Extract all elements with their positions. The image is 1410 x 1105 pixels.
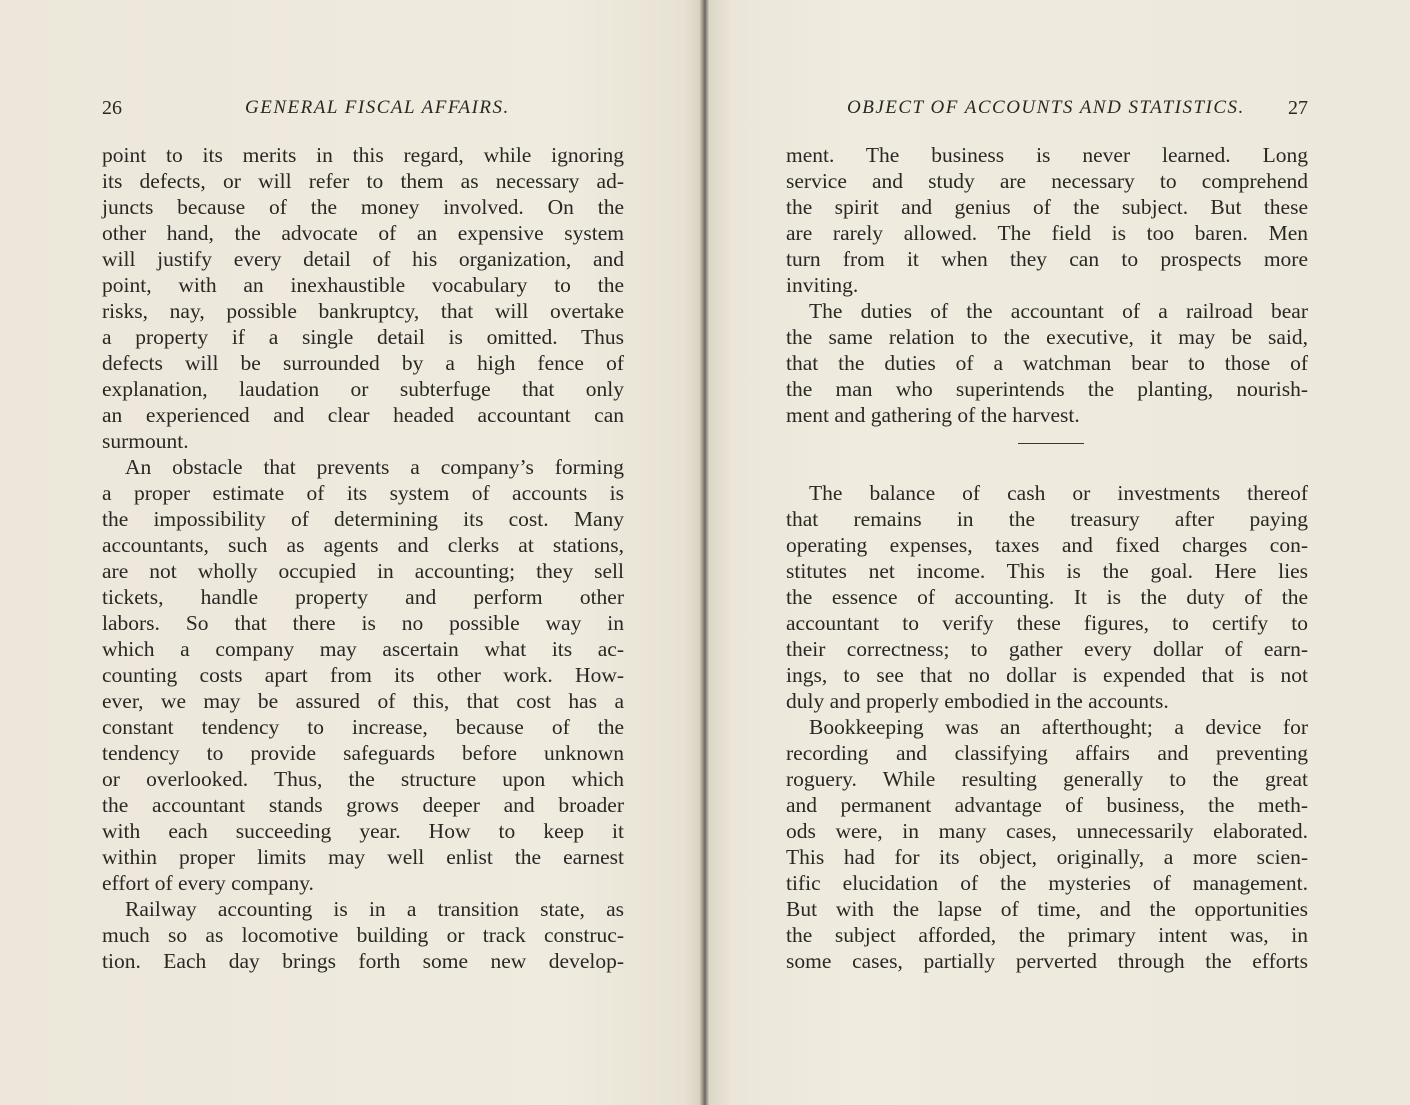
text-line: point to its merits in this regard, while ignoring [102, 143, 624, 167]
text-line: But with the lapse of time, and the opportunities [786, 897, 1308, 921]
section-divider [786, 428, 1308, 480]
text-line: inviting. [786, 273, 859, 297]
running-title: OBJECT OF ACCOUNTS AND STATISTICS. [847, 97, 1245, 118]
text-line: ods were, in many cases, unnecessarily elaborated. [786, 819, 1308, 843]
text-line: operating expenses, taxes and fixed charges con- [786, 533, 1308, 557]
text-line: An obstacle that prevents a company’s forming [125, 455, 624, 479]
page-number: 27 [1288, 97, 1308, 119]
text-line: defects will be surrounded by a high fence of [102, 351, 624, 375]
text-line: juncts because of the money involved. On the [102, 195, 624, 219]
text-line: Bookkeeping was an afterthought; a device for [809, 715, 1308, 739]
text-line: the essence of accounting. It is the duty of the [786, 585, 1308, 609]
text-line: ment and gathering of the harvest. [786, 403, 1080, 427]
text-line: the same relation to the executive, it may be said, [786, 325, 1308, 349]
text-line: labors. So that there is no possible way in [102, 611, 624, 635]
text-line: the man who superintends the planting, nourish- [786, 377, 1308, 401]
text-line: much so as locomotive building or track construc- [102, 923, 624, 947]
text-line: the subject afforded, the primary intent was, in [786, 923, 1308, 947]
right-page [705, 0, 1410, 1105]
left-page-text [102, 142, 624, 974]
text-line: ings, to see that no dollar is expended that is not [786, 663, 1308, 687]
text-line: some cases, partially perverted through the efforts [786, 949, 1308, 973]
text-line: surmount. [102, 429, 189, 453]
text-line: other hand, the advocate of an expensive system [102, 221, 624, 245]
text-line: ever, we may be assured of this, that cost has a [102, 689, 624, 713]
right-page-header [786, 97, 1308, 127]
text-line: effort of every company. [102, 871, 314, 895]
text-line: turn from it when they can to prospects more [786, 247, 1308, 271]
text-line: stitutes net income. This is the goal. Here lies [786, 559, 1308, 583]
text-line: that remains in the treasury after paying [786, 507, 1308, 531]
text-line: tendency to provide safeguards before unknown [102, 741, 624, 765]
text-line: tion. Each day brings forth some new develop- [102, 949, 624, 973]
left-page-header [102, 97, 624, 127]
text-line: tickets, handle property and perform other [102, 585, 624, 609]
text-line: the spirit and genius of the subject. But these [786, 195, 1308, 219]
text-line: roguery. While resulting generally to the great [786, 767, 1308, 791]
text-line: are rarely allowed. The field is too baren. Men [786, 221, 1308, 245]
text-line: explanation, laudation or subterfuge that only [102, 377, 624, 401]
text-line: the accountant stands grows deeper and broader [102, 793, 624, 817]
text-line: their correctness; to gather every dollar of earn- [786, 637, 1308, 661]
text-line: This had for its object, originally, a more scien- [786, 845, 1308, 869]
text-line: accountants, such as agents and clerks at stations, [102, 533, 624, 557]
text-line: its defects, or will refer to them as necessary ad- [102, 169, 624, 193]
text-line: are not wholly occupied in accounting; they sell [102, 559, 624, 583]
text-line: will justify every detail of his organization, and [102, 247, 624, 271]
text-line: tific elucidation of the mysteries of management. [786, 871, 1308, 895]
text-line: ment. The business is never learned. Long [786, 143, 1308, 167]
text-line: service and study are necessary to comprehend [786, 169, 1308, 193]
text-line: the impossibility of determining its cost. Many [102, 507, 624, 531]
right-page-text [786, 142, 1308, 974]
text-line: a property if a single detail is omitted. Thus [102, 325, 624, 349]
text-line: The balance of cash or investments thereof [809, 481, 1308, 505]
text-line: constant tendency to increase, because of the [102, 715, 624, 739]
text-line: which a company may ascertain what its ac- [102, 637, 624, 661]
text-line: an experienced and clear headed accountant can [102, 403, 624, 427]
text-line: within proper limits may well enlist the earnest [102, 845, 624, 869]
text-line: Railway accounting is in a transition state, as [125, 897, 624, 921]
text-line: accountant to verify these figures, to certify to [786, 611, 1308, 635]
text-line: and permanent advantage of business, the meth- [786, 793, 1308, 817]
text-line: a proper estimate of its system of accounts is [102, 481, 624, 505]
text-line: point, with an inexhaustible vocabulary to the [102, 273, 624, 297]
text-line: The duties of the accountant of a railroad bear [809, 299, 1308, 323]
text-line: with each succeeding year. How to keep it [102, 819, 624, 843]
page-number: 26 [102, 97, 122, 119]
text-line: that the duties of a watchman bear to those of [786, 351, 1308, 375]
text-line: risks, nay, possible bankruptcy, that will overtake [102, 299, 624, 323]
running-title: GENERAL FISCAL AFFAIRS. [245, 97, 510, 118]
text-line: counting costs apart from its other work. How- [102, 663, 624, 687]
text-line: recording and classifying affairs and preventing [786, 741, 1308, 765]
text-line: or overlooked. Thus, the structure upon which [102, 767, 624, 791]
text-line: duly and properly embodied in the accounts. [786, 689, 1169, 713]
